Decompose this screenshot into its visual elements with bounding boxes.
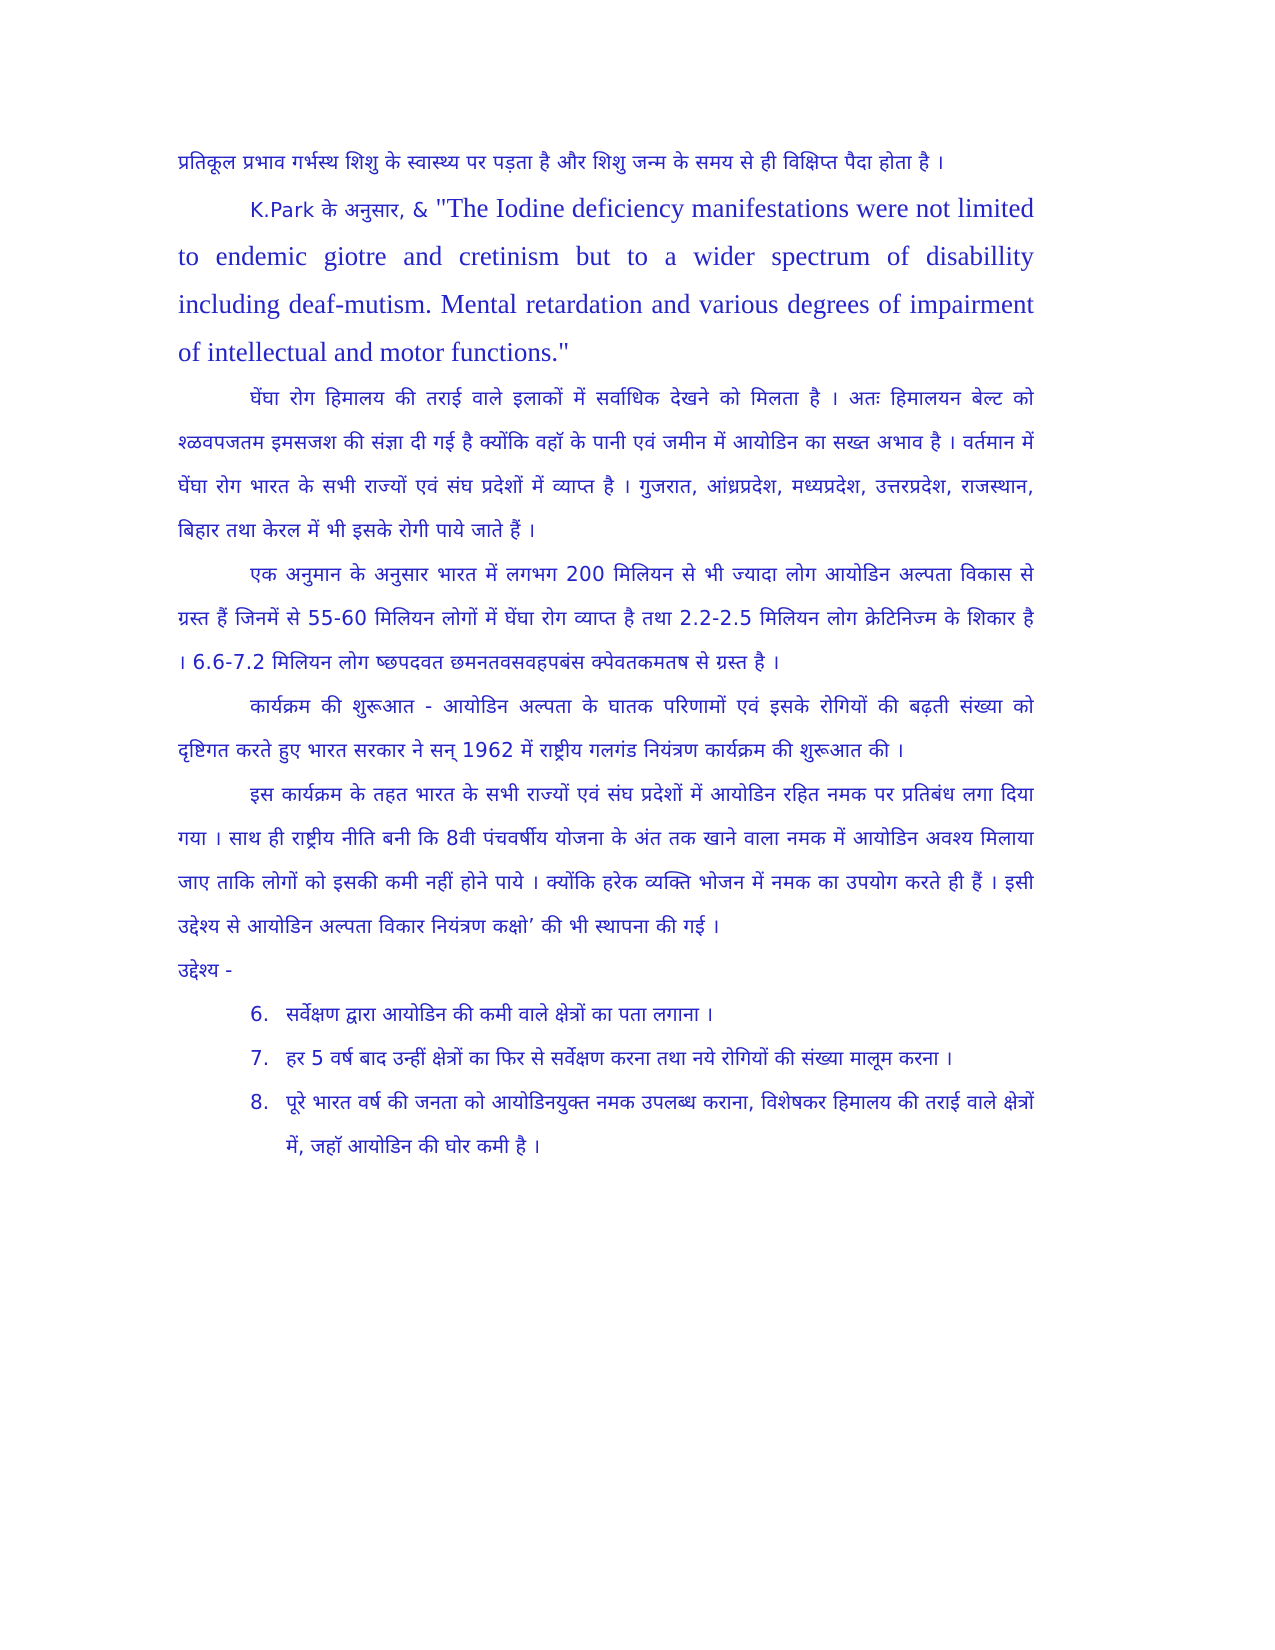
objectives-heading: उद्देश्य - <box>178 958 233 982</box>
list-item-text: पूरे भारत वर्ष की जनता को आयोडिनयुक्त नमक उपलब्ध कराना, विशेषकर हिमालय की तराई वाले क्षेत्रों में, जहाॅ आयोडिन की घोर कमी है । <box>286 1090 1034 1158</box>
list-item <box>250 1080 1034 1168</box>
objectives-list <box>178 992 1034 1168</box>
list-item-text: हर 5 वर्ष बाद उन्हीं क्षेत्रों का फिर से सर्वेक्षण करना तथा नये रोगियों की संख्या मालूम करना । <box>286 1046 953 1070</box>
paragraph-1: प्रतिकूल प्रभाव गर्भस्थ शिशु के स्वास्थ्य पर पड़ता है और शिशु जन्म के समय से ही विक्षिप्त पैदा होता है । <box>178 150 945 174</box>
list-item-number: 6. <box>250 1002 270 1026</box>
paragraph-goitre-himalaya: घेंघा रोग हिमालय की तराई वाले इलाकों में सर्वाधिक देखने को मिलता है । अतः हिमालयन बेल्ट को श्ळवपजतम इमसजश की संज्ञा दी गई है क्योंकि वहाॅ के पानी एवं जमीन में आयोडिन का सख्त अभाव है । वर्तमान में घेंघा रोग भारत के सभी राज्यों एवं संघ प्रदेशों में व्याप्त है । गुजरात, आंध्रप्रदेश, मध्यप्रदेश, उत्तरप्रदेश, राजस्थान, बिहार तथा केरल में भी इसके रोगी पाये जाते हैं । <box>178 386 1034 542</box>
kpark-intro: K.Park के अनुसार, & <box>250 198 436 222</box>
paragraph-statistics: एक अनुमान के अनुसार भारत में लगभग 200 मिलियन से भी ज्यादा लोग आयोडिन अल्पता विकास से ग्रस्त हैं जिनमें से 55-60 मिलियन लोगों में घेंघा रोग व्याप्त है तथा 2.2-2.5 मिलियन लोग क्रेटिनिज्म के शिकार है । 6.6-7.2 मिलियन लोग ष्छपदवत छमनतवसवहपबंस क्पेवतकमतष से ग्रस्त है । <box>178 562 1034 674</box>
paragraph-program-details: इस कार्यक्रम के तहत भारत के सभी राज्यों एवं संघ प्रदेशों में आयोडिन रहित नमक पर प्रतिबंध लगा दिया गया । साथ ही राष्ट्रीय नीति बनी कि 8वी पंचवर्षीय योजना के अंत तक खाने वाला नमक में आयोडिन अवश्य मिलाया जाए ताकि लोगों को इसकी कमी नहीं होने पाये । क्योंकि हरेक व्यक्ति भोजन में नमक का उपयोग करते ही हैं । इसी उद्देश्य से आयोडिन अल्पता विकार नियंत्रण कक्षो’ की भी स्थापना की गई । <box>178 782 1034 938</box>
list-item-number: 7. <box>250 1046 270 1070</box>
list-item <box>250 992 1034 1036</box>
document-page <box>178 140 1034 1168</box>
list-item <box>250 1036 1034 1080</box>
kpark-quote: "The Iodine deficiency manifestations were not limited to endemic giotre and cretinism but to a wider spectrum of disabillity including deaf-mutism. Mental retardation and various degrees of impairment of intellectual and motor functions." <box>178 193 1034 367</box>
paragraph-program-start: कार्यक्रम की शुरूआत - आयोडिन अल्पता के घातक परिणामों एवं इसके रोगियों की बढ़ती संख्या को दृष्टिगत करते हुए भारत सरकार ने सन् 1962 में राष्ट्रीय गलगंड नियंत्रण कार्यक्रम की शुरूआत की । <box>178 694 1034 762</box>
kpark-quote-paragraph <box>178 184 1034 376</box>
list-item-text: सर्वेक्षण द्वारा आयोडिन की कमी वाले क्षेत्रों का पता लगाना । <box>286 1002 714 1026</box>
list-item-number: 8. <box>250 1090 270 1114</box>
